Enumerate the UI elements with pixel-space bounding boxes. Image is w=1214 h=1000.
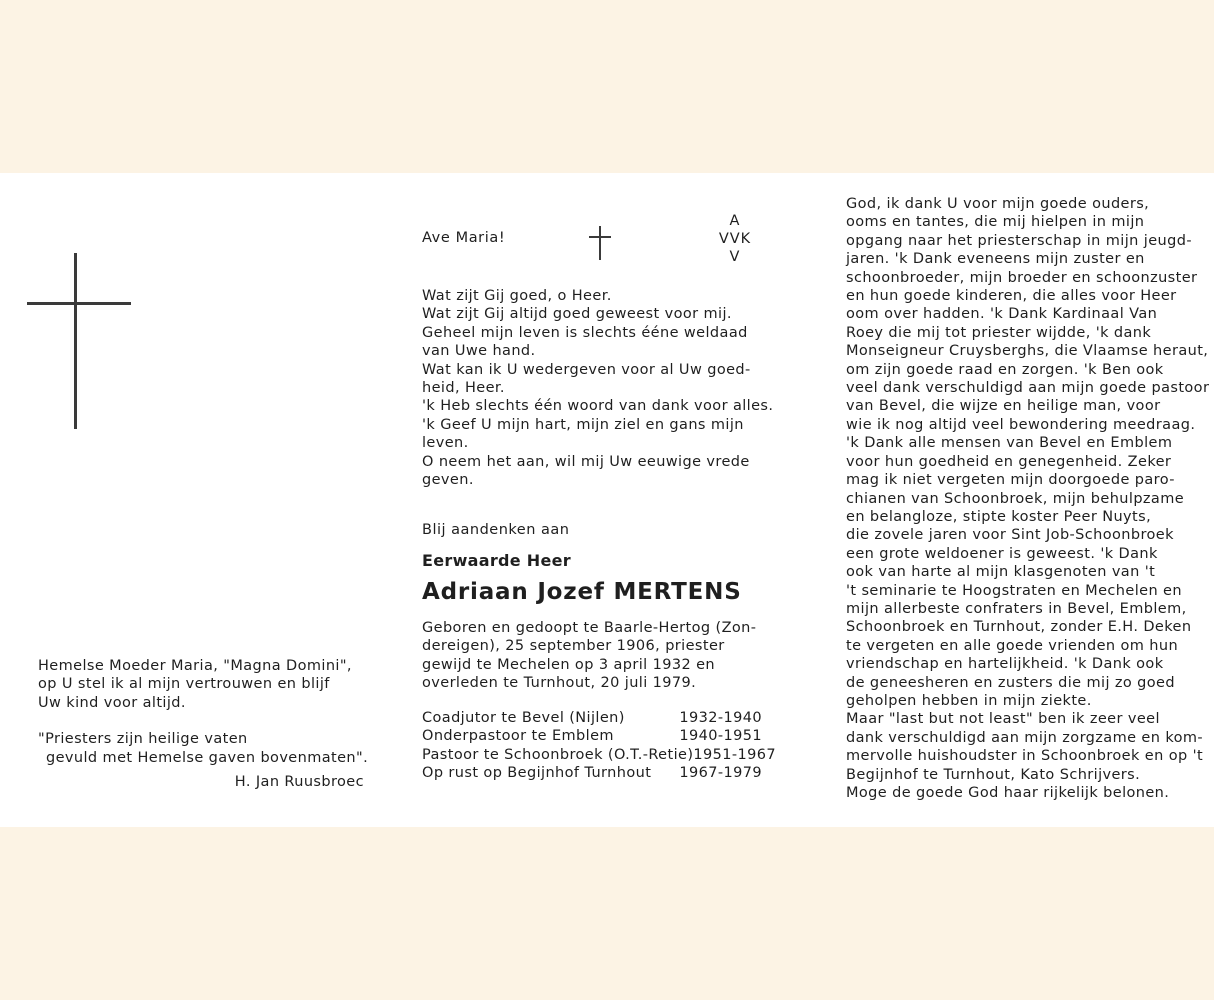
career-role: Op rust op Begijnhof Turnhout — [422, 765, 652, 782]
deceased-name: Adriaan Jozef MERTENS — [422, 579, 742, 605]
thanks-line: de geneesheren en zusters die mij zo goed — [846, 674, 1175, 691]
thanks-line: voor hun goedheid en genegenheid. Zeker — [846, 453, 1172, 470]
prayer-line: Wat zijt Gij goed, o Heer. — [422, 288, 612, 304]
thanks-line: dank verschuldigd aan mijn zorgzame en kom- — [846, 729, 1204, 746]
prayer-line: van Uwe hand. — [422, 343, 536, 360]
prayer-line: O neem het aan, wil mij Uw eeuwige vrede — [422, 453, 750, 470]
left-prayer-line: op U stel ik al mijn vertrouwen en blijf — [38, 676, 330, 693]
avk-line: VVK — [718, 231, 752, 247]
thanks-line: ooms en tantes, die mij hielpen in mijn — [846, 214, 1145, 231]
avk-line: V — [729, 249, 741, 265]
prayer-line: Wat kan ik U wedergeven voor al Uw goed- — [422, 361, 751, 378]
career-years: 1940-1951 — [679, 728, 762, 745]
left-prayer-line: Uw kind voor altijd. — [38, 694, 186, 711]
thanks-line: die zovele jaren voor Sint Job-Schoonbroek — [846, 527, 1174, 544]
thanks-line: vriendschap en hartelijkheid. 'k Dank ook — [846, 656, 1164, 673]
prayer-line: Geheel mijn leven is slechts ééne weldaad — [422, 324, 748, 341]
career-row — [422, 727, 762, 745]
thanks-line: Begijnhof te Turnhout, Kato Schrijvers. — [846, 766, 1141, 783]
bio-line: overleden te Turnhout, 20 juli 1979. — [422, 675, 697, 692]
career-role: Pastoor te Schoonbroek (O.T.-Retie) — [422, 746, 694, 763]
thanks-line: Roey die mij tot priester wijdde, 'k dank — [846, 324, 1152, 341]
avk-line: A — [729, 213, 741, 229]
thanks-line: ook van harte al mijn klasgenoten van 't — [846, 564, 1156, 581]
thanks-line: om zijn goede raad en zorgen. 'k Ben ook — [846, 361, 1164, 378]
thanks-line: geholpen hebben in mijn ziekte. — [846, 692, 1092, 709]
thanks-line: Monseigneur Cruysberghs, die Vlaamse heraut, — [846, 343, 1209, 360]
thanks-line: en hun goede kinderen, die alles voor Heer — [846, 288, 1177, 305]
left-prayer-column — [38, 657, 378, 791]
prayer-line: geven. — [422, 472, 474, 489]
biography — [422, 619, 767, 693]
thanks-line: Moge de goede God haar rijkelijk belonen. — [846, 785, 1170, 801]
prayer-line: heid, Heer. — [422, 380, 505, 397]
career-row — [422, 746, 777, 764]
thanks-line: 't seminarie te Hoogstraten en Mechelen en — [846, 582, 1182, 599]
thanks-line: mag ik niet vergeten mijn doorgoede paro- — [846, 472, 1175, 489]
thanks-line: van Bevel, die wijze en heilige man, voor — [846, 398, 1161, 415]
quote-line: gevuld met Hemelse gaven bovenmaten". — [46, 749, 369, 766]
prayer-line: 'k Heb slechts één woord van dank voor alles. — [422, 398, 774, 415]
thanks-line: veel dank verschuldigd aan mijn goede pastoor — [846, 380, 1210, 397]
memorial-title: Eerwaarde Heer — [422, 551, 571, 570]
thanks-line: een grote weldoener is geweest. 'k Dank — [846, 545, 1158, 562]
career-role: Onderpastoor te Emblem — [422, 728, 614, 745]
center-prayer — [422, 287, 774, 489]
thanks-line: en belangloze, stipte koster Peer Nuyts, — [846, 508, 1152, 525]
career-role: Coadjutor te Bevel (Nijlen) — [422, 710, 625, 726]
thanks-line: mervolle huishoudster in Schoonbroek en op 't — [846, 748, 1204, 765]
prayer-line: Wat zijt Gij altijd goed geweest voor mij. — [422, 306, 732, 323]
thanksgiving-text — [846, 195, 1210, 802]
thanks-line: wie ik nog altijd veel bewondering meedraag. — [846, 416, 1196, 433]
thanks-line: jaren. 'k Dank eveneens mijn zuster en — [846, 251, 1145, 268]
quote-line: "Priesters zijn heilige vaten — [38, 731, 248, 748]
thanks-line: God, ik dank U voor mijn goede ouders, — [846, 196, 1150, 212]
career-list — [422, 709, 777, 783]
quote-attribution: H. Jan Ruusbroec — [234, 774, 364, 791]
ave-maria-heading: Ave Maria! — [422, 230, 506, 246]
career-row — [422, 709, 762, 727]
thanks-line: Maar "last but not least" ben ik zeer veel — [846, 711, 1160, 728]
thanks-line: opgang naar het priesterschap in mijn jeugd- — [846, 232, 1192, 249]
avk-monogram — [713, 212, 757, 266]
career-years: 1932-1940 — [679, 710, 762, 726]
career-years: 1967-1979 — [679, 765, 762, 782]
bio-line: gewijd te Mechelen op 3 april 1932 en — [422, 656, 715, 673]
career-years: 1951-1967 — [693, 746, 777, 763]
bio-line: dereigen), 25 september 1906, priester — [422, 638, 725, 655]
thanks-line: mijn allerbeste confraters in Bevel, Emblem, — [846, 600, 1187, 617]
left-prayer-line: Hemelse Moeder Maria, "Magna Domini", — [38, 658, 352, 674]
thanks-line: chianen van Schoonbroek, mijn behulpzame — [846, 490, 1185, 507]
thanks-line: te vergeten en alle goede vrienden om hun — [846, 637, 1179, 654]
memorial-intro: Blij aandenken aan — [422, 522, 570, 538]
prayer-line: leven. — [422, 435, 469, 452]
memorial-card — [0, 173, 1214, 827]
bio-line: Geboren en gedoopt te Baarle-Hertog (Zon- — [422, 620, 757, 636]
thanks-line: Schoonbroek en Turnhout, zonder E.H. Deken — [846, 619, 1192, 636]
career-row — [422, 764, 762, 782]
thanks-line: 'k Dank alle mensen van Bevel en Emblem — [846, 435, 1173, 452]
thanks-line: schoonbroeder, mijn broeder en schoonzuster — [846, 269, 1198, 286]
prayer-line: 'k Geef U mijn hart, mijn ziel en gans mijn — [422, 416, 744, 433]
thanks-line: oom over hadden. 'k Dank Kardinaal Van — [846, 306, 1158, 323]
